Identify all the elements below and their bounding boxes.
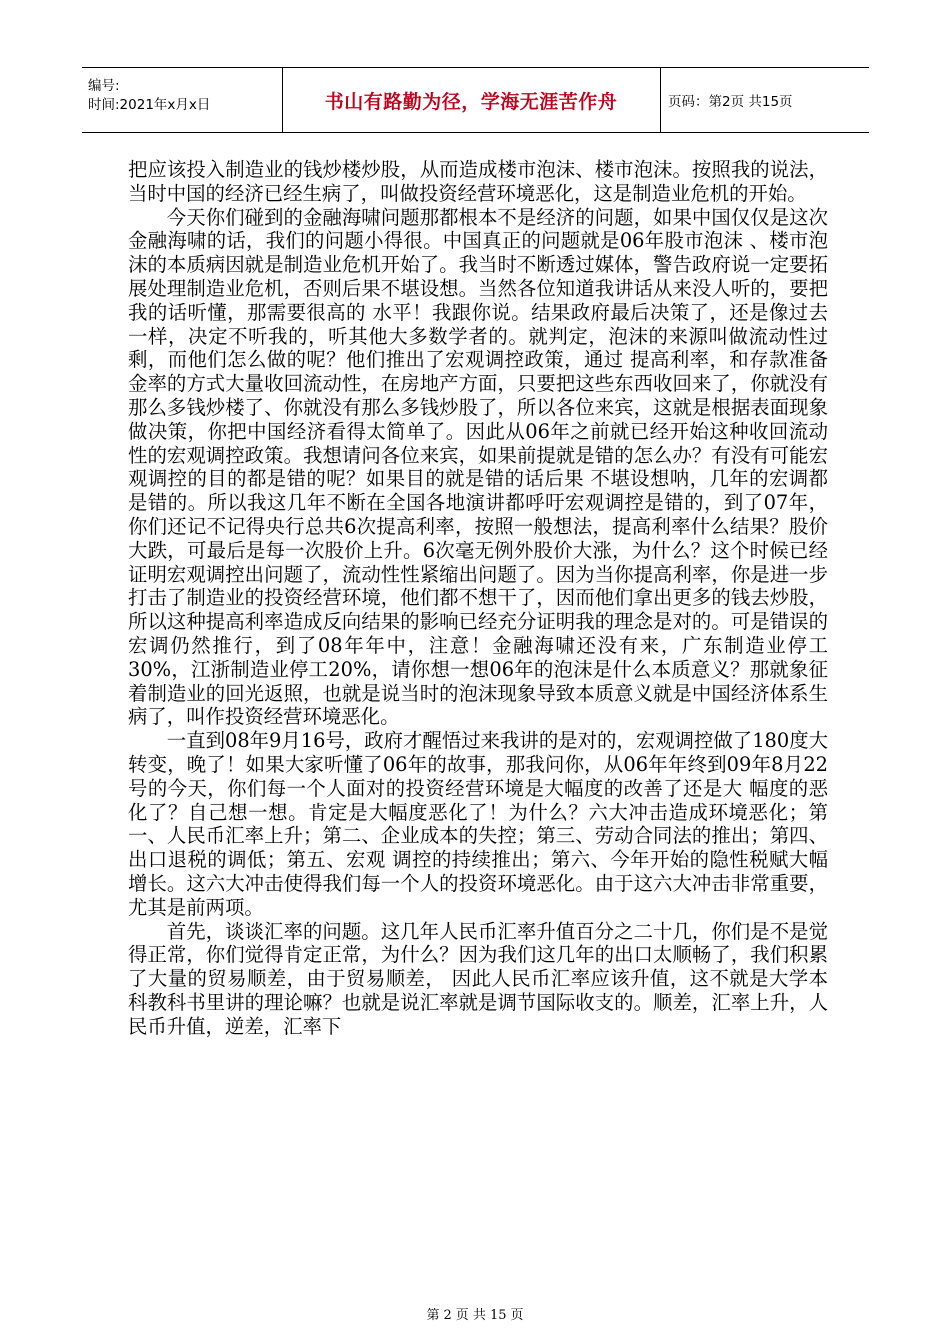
footer-page-number: 2 xyxy=(443,1308,452,1323)
footer-total-pages: 15 xyxy=(489,1308,507,1323)
footer-mid: 页 共 xyxy=(455,1308,486,1323)
page-footer xyxy=(0,1304,950,1323)
paragraph: 把应该投入制造业的钱炒楼炒股，从而造成楼市泡沫、楼市泡沫。按照我的说法，当时中国的经济已经生病了，叫做投资经营环境恶化，这是制造业危机的开始。 xyxy=(128,158,828,205)
header-page-info: 页码：第2页 共15页 xyxy=(668,94,793,110)
footer-suffix: 页 xyxy=(510,1308,524,1323)
header-motto: 书山有路勤为径，学海无涯苦作舟 xyxy=(324,90,618,113)
page-header xyxy=(82,67,869,133)
document-body xyxy=(128,158,828,1038)
footer-prefix: 第 xyxy=(426,1308,440,1323)
date-label: 时间:2021年x月x日 xyxy=(88,97,211,113)
paragraph: 今天你们碰到的金融海啸问题那都根本不是经济的问题，如果中国仅仅是这次金融海啸的话，我们的问题小得很。中国真正的问题就是06年股市泡沫 、楼市泡沫的本质病因就是制造业危机开始了。我当时不断透过媒体，警告政府说一定要拓展处理制造业危机，否则后果不堪设想。当然各位知道我讲话从来没人听的，要把我的话听懂，那需要很高的 水平！我跟你说。结果政府最后决策了，还是像过去一样，决定不听我的，听其他大多数学者的。就判定，泡沫的来源叫做流动性过剩，而他们怎么做的呢？他们推出了宏观调控政策，通过 提高利率，和存款准备金率的方式大量收回流动性，在房地产方面，只要把这些东西收回来了，你就没有那么多钱炒楼了、你就没有那么多钱炒股了，所以各位来宾，这就是根据表面现象做决策，你把中国经济看得太简单了。因此从06年之前就已经开始这种收回流动性的宏观调控政策。我想请问各位来宾，如果前提就是错的怎么办？有没有可能宏观调控的目的都是错的呢？如果目的就是错的话后果 不堪设想呐，几年的宏调都是错的。所以我这几年不断在全国各地演讲都呼吁宏观调控是错的，到了07年，你们还记不记得央行总共6次提高利率，按照一般想法，提高利率什么结果？股价大跌，可最后是每一次股价上升。6次毫无例外股价大涨，为什么？这个时候已经证明宏观调控出问题了，流动性性紧缩出问题了。因为当你提高利率，你是进一步打击了制造业的投资经营环境，他们都不想干了，因而他们拿出更多的钱去炒股，所以这种提高利率造成反向结果的影响已经充分证明我的理念是对的。可是错误的宏调仍然推行，到了08年年中，注意！金融海啸还没有来，广东制造业停工30%，江浙制造业停工20%，请你想一想06年的泡沫是什么本质意义？那就象征着制造业的回光返照，也就是说当时的泡沫现象导致本质意义就是中国经济体系生病了，叫作投资经营环境恶化。 xyxy=(128,205,828,729)
paragraph: 首先，谈谈汇率的问题。这几年人民币汇率升值百分之二十几，你们是不是觉得正常，你们觉得肯定正常，为什么？因为我们这几年的出口太顺畅了，我们积累了大量的贸易顺差，由于贸易顺差， 因此人民币汇率应该升值，这不就是大学本科教科书里讲的理论嘛？也就是说汇率就是调节国际收支的。顺差，汇率上升，人民币升值，逆差，汇率下 xyxy=(128,919,828,1038)
paragraph: 一直到08年9月16号，政府才醒悟过来我讲的是对的，宏观调控做了180度大转变，晚了！如果大家听懂了06年的故事，那我问你，从06年年终到09年8月22号的今天，你们每一个人面对的投资经营环境是大幅度的改善了还是大 幅度的恶化了？自己想一想。肯定是大幅度恶化了！为什么？六大冲击造成环境恶化；第一、人民币汇率上升；第二、企业成本的失控；第三、劳动合同法的推出；第四、出口退税的调低；第五、宏观 调控的持续推出；第六、今年开始的隐性税赋大幅增长。这六大冲击使得我们每一个人的投资环境恶化。由于这六大冲击非常重要，尤其是前两项。 xyxy=(128,729,828,919)
header-meta xyxy=(82,68,282,132)
number-label: 编号: xyxy=(88,78,120,94)
